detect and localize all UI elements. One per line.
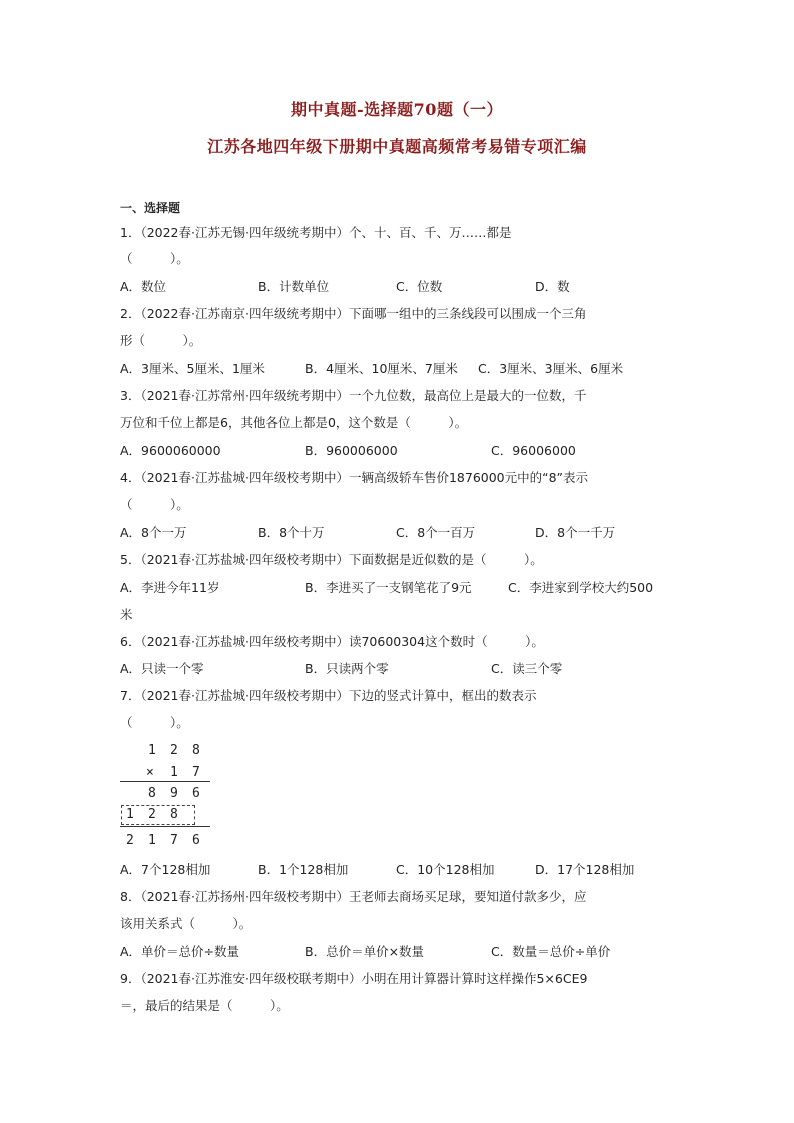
q4-option-c: C．8个一百万: [396, 525, 476, 540]
q1-text-cont: （ ）。: [120, 251, 189, 266]
q5-option-b: B．李进买了一支钢笔花了9元: [305, 580, 472, 595]
q9-text: 9．（2021春·江苏淮安·四年级校联考期中）小明在用计算器计算时这样操作5×6CE9: [120, 971, 588, 986]
q3-option-b: B．960006000: [305, 443, 398, 458]
q8-option-c: C．数量＝总价÷单价: [491, 944, 611, 959]
calc-r2-d2: 7: [192, 765, 200, 780]
q4-text-cont: （ ）。: [120, 497, 189, 512]
calc-r4-d3: 8: [170, 807, 178, 822]
q7-option-d: D．17个128相加: [535, 862, 635, 877]
q6-text: 6．（2021春·江苏盐城·四年级校考期中）读70600304这个数时（ ）。: [120, 634, 544, 649]
section-heading: 一、选择题: [120, 201, 181, 215]
calc-r2-d1: 1: [170, 765, 178, 780]
q8-option-a: A．单价＝总价÷数量: [120, 944, 240, 959]
q2-text-cont: 形（ ）。: [120, 333, 202, 348]
q2-text: 2．（2022春·江苏南京·四年级统考期中）下面哪一组中的三条线段可以围成一个三角: [120, 306, 587, 321]
q7-text: 7．（2021春·江苏盐城·四年级校考期中）下边的竖式计算中，框出的数表示: [120, 688, 537, 703]
calc-r5-d2: 1: [148, 833, 156, 848]
page-subtitle: 江苏各地四年级下册期中真题高频常考易错专项汇编: [207, 137, 587, 156]
q6-option-b: B．只读两个零: [305, 661, 389, 676]
q8-text: 8．（2021春·江苏扬州·四年级校考期中）王老师去商场买足球，要知道付款多少，应: [120, 889, 587, 904]
calc-r3-d2: 9: [170, 786, 178, 801]
q1-text: 1．（2022春·江苏无锡·四年级统考期中）个、十、百、千、万……都是: [120, 225, 512, 240]
q5-option-c-cont: 米: [120, 607, 133, 622]
q4-option-d: D．8个一千万: [535, 525, 616, 540]
q8-text-cont: 该用关系式（ ）。: [120, 916, 252, 931]
q5-option-a: A．李进今年11岁: [120, 580, 220, 595]
calc-r1-d1: 1: [148, 743, 156, 758]
q7-option-b: B．1个128相加: [258, 862, 349, 877]
q7-option-a: A．7个128相加: [120, 862, 211, 877]
page-title: 期中真题-选择题70题（一）: [291, 100, 503, 119]
calc-r1-d3: 8: [192, 743, 200, 758]
q4-option-a: A．8个一万: [120, 525, 187, 540]
calc-r4-d1: 1: [126, 807, 134, 822]
calc-r3-d1: 8: [148, 786, 156, 801]
q1-option-b: B．计数单位: [258, 279, 330, 294]
q2-option-b: B．4厘米、10厘米、7厘米: [305, 361, 458, 376]
q3-text-cont: 万位和千位上都是6，其他各位上都是0，这个数是（ ）。: [120, 415, 468, 430]
q3-option-c: C．96006000: [491, 443, 576, 458]
q8-option-b: B．总价＝单价×数量: [305, 944, 425, 959]
q6-option-c: C．读三个零: [491, 661, 563, 676]
q2-option-c: C．3厘米、3厘米、6厘米: [478, 361, 624, 376]
calc-r1-d2: 2: [170, 743, 178, 758]
q7-option-c: C．10个128相加: [396, 862, 495, 877]
q3-option-a: A．9600060000: [120, 443, 221, 458]
q1-option-a: A．数位: [120, 279, 167, 294]
calc-r3-d3: 6: [192, 786, 200, 801]
q4-option-b: B．8个十万: [258, 525, 325, 540]
calc-rule-2: [120, 826, 210, 827]
q7-text-cont: （ ）。: [120, 715, 189, 730]
q5-text: 5．（2021春·江苏盐城·四年级校考期中）下面数据是近似数的是（ ）。: [120, 552, 543, 567]
q2-option-a: A．3厘米、5厘米、1厘米: [120, 361, 265, 376]
q1-option-d: D．数: [535, 279, 570, 294]
calc-r4-d2: 2: [148, 807, 156, 822]
q9-text-cont: ＝，最后的结果是（ ）。: [120, 998, 289, 1013]
calc-r5-d3: 7: [170, 833, 178, 848]
q3-text: 3．（2021春·江苏常州·四年级统考期中）一个九位数，最高位上是最大的一位数，千: [120, 388, 587, 403]
calc-times-sign: ×: [146, 765, 154, 780]
calc-r5-d4: 6: [192, 833, 200, 848]
calc-rule-1: [120, 781, 210, 782]
q4-text: 4．（2021春·江苏盐城·四年级校考期中）一辆高级轿车售价1876000元中的“8”表示: [120, 470, 589, 485]
calc-r5-d1: 2: [126, 833, 134, 848]
q6-option-a: A．只读一个零: [120, 661, 204, 676]
q5-option-c: C．李进家到学校大约500: [508, 580, 654, 595]
q1-option-c: C．位数: [396, 279, 443, 294]
